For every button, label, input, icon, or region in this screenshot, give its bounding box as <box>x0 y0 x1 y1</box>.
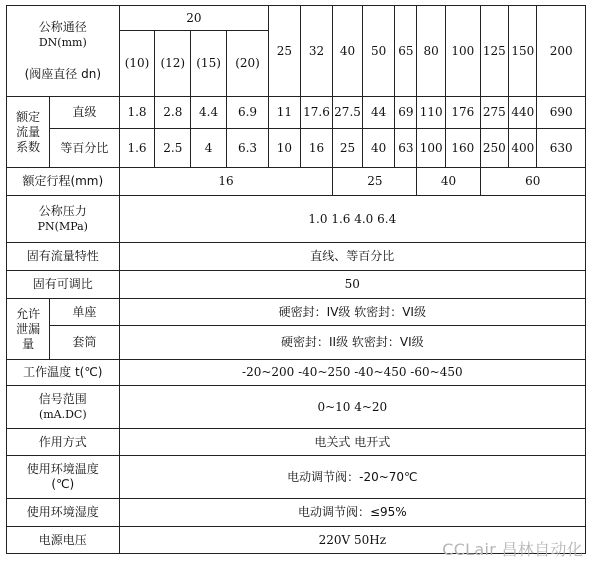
linear-value: 6.9 <box>226 97 268 129</box>
stroke-label: 额定行程(mm) <box>7 168 120 196</box>
stroke-value: 25 <box>333 168 417 196</box>
flow-coefficient-label: 额定 流量 系数 <box>7 97 50 168</box>
linear-value: 17.6 <box>300 97 333 129</box>
linear-value: 1.8 <box>119 97 155 129</box>
stroke-value: 16 <box>119 168 333 196</box>
stroke-value: 60 <box>480 168 585 196</box>
cage-value: 硬密封：II级 软密封：VI级 <box>119 326 585 360</box>
nominal-dn-unit: DN(mm) <box>38 36 87 49</box>
single-seat-value: 硬密封：IV级 软密封：VI级 <box>119 299 585 326</box>
action-label: 作用方式 <box>7 429 120 456</box>
linear-value: 110 <box>417 97 445 129</box>
watermark: CCLair 昌林自动化 <box>442 540 583 559</box>
power-label: 电源电压 <box>7 527 120 554</box>
rangeability-value: 50 <box>119 271 585 299</box>
percent-value: 4 <box>191 129 227 168</box>
rangeability-label: 固有可调比 <box>7 271 120 299</box>
pressure-label: 公称压力 PN(MPa) <box>7 196 120 243</box>
seat-10: (10) <box>119 31 155 97</box>
size-65: 65 <box>395 6 417 97</box>
seat-15: (15) <box>191 31 227 97</box>
size-200: 200 <box>537 6 586 97</box>
percent-value: 630 <box>537 129 586 168</box>
seat-diameter-label: (阀座直径 dn) <box>24 67 102 81</box>
seat-12: (12) <box>155 31 191 97</box>
percent-value: 100 <box>417 129 445 168</box>
percent-value: 16 <box>300 129 333 168</box>
leakage-label: 允许 泄漏 量 <box>7 299 50 360</box>
single-seat-label: 单座 <box>50 299 119 326</box>
linear-value: 2.8 <box>155 97 191 129</box>
work-temp-label: 工作温度 t(℃) <box>7 360 120 386</box>
linear-value: 11 <box>269 97 301 129</box>
linear-value: 44 <box>362 97 395 129</box>
percent-value: 63 <box>395 129 417 168</box>
stroke-value: 40 <box>417 168 480 196</box>
nominal-diameter-header <box>7 6 120 97</box>
size-125: 125 <box>480 6 508 97</box>
percent-value: 250 <box>480 129 508 168</box>
flow-characteristic-label: 固有流量特性 <box>7 243 120 271</box>
flow-characteristic-value: 直线、等百分比 <box>119 243 585 271</box>
power-value: 220V 50Hz <box>119 527 585 554</box>
pressure-value: 1.0 1.6 4.0 6.4 <box>119 196 585 243</box>
linear-value: 275 <box>480 97 508 129</box>
size-25: 25 <box>269 6 301 97</box>
percent-value: 1.6 <box>119 129 155 168</box>
percent-value: 10 <box>269 129 301 168</box>
cage-label: 套筒 <box>50 326 119 360</box>
size-150: 150 <box>509 6 537 97</box>
size-50: 50 <box>362 6 395 97</box>
dn20-group-header: 20 <box>119 6 268 31</box>
spec-table <box>6 5 586 554</box>
linear-value: 27.5 <box>333 97 362 129</box>
linear-value: 176 <box>445 97 480 129</box>
work-temp-value: -20~200 -40~250 -40~450 -60~450 <box>119 360 585 386</box>
linear-value: 4.4 <box>191 97 227 129</box>
size-80: 80 <box>417 6 445 97</box>
seat-20: (20) <box>226 31 268 97</box>
linear-value: 440 <box>509 97 537 129</box>
percent-value: 25 <box>333 129 362 168</box>
size-40: 40 <box>333 6 362 97</box>
action-value: 电关式 电开式 <box>119 429 585 456</box>
equal-percent-label: 等百分比 <box>50 129 119 168</box>
size-100: 100 <box>445 6 480 97</box>
linear-value: 69 <box>395 97 417 129</box>
percent-value: 2.5 <box>155 129 191 168</box>
percent-value: 160 <box>445 129 480 168</box>
signal-range-value: 0~10 4~20 <box>119 386 585 429</box>
env-humidity-label: 使用环境湿度 <box>7 499 120 527</box>
env-temp-label: 使用环境温度 (℃) <box>7 456 120 499</box>
signal-range-label: 信号范围 (mA.DC) <box>7 386 120 429</box>
nominal-dn-title: 公称通径 <box>38 20 87 34</box>
linear-label: 直级 <box>50 97 119 129</box>
percent-value: 40 <box>362 129 395 168</box>
env-temp-value: 电动调节阀：-20~70℃ <box>119 456 585 499</box>
linear-value: 690 <box>537 97 586 129</box>
percent-value: 6.3 <box>226 129 268 168</box>
percent-value: 400 <box>509 129 537 168</box>
env-humidity-value: 电动调节阀：≤95% <box>119 499 585 527</box>
size-32: 32 <box>300 6 333 97</box>
